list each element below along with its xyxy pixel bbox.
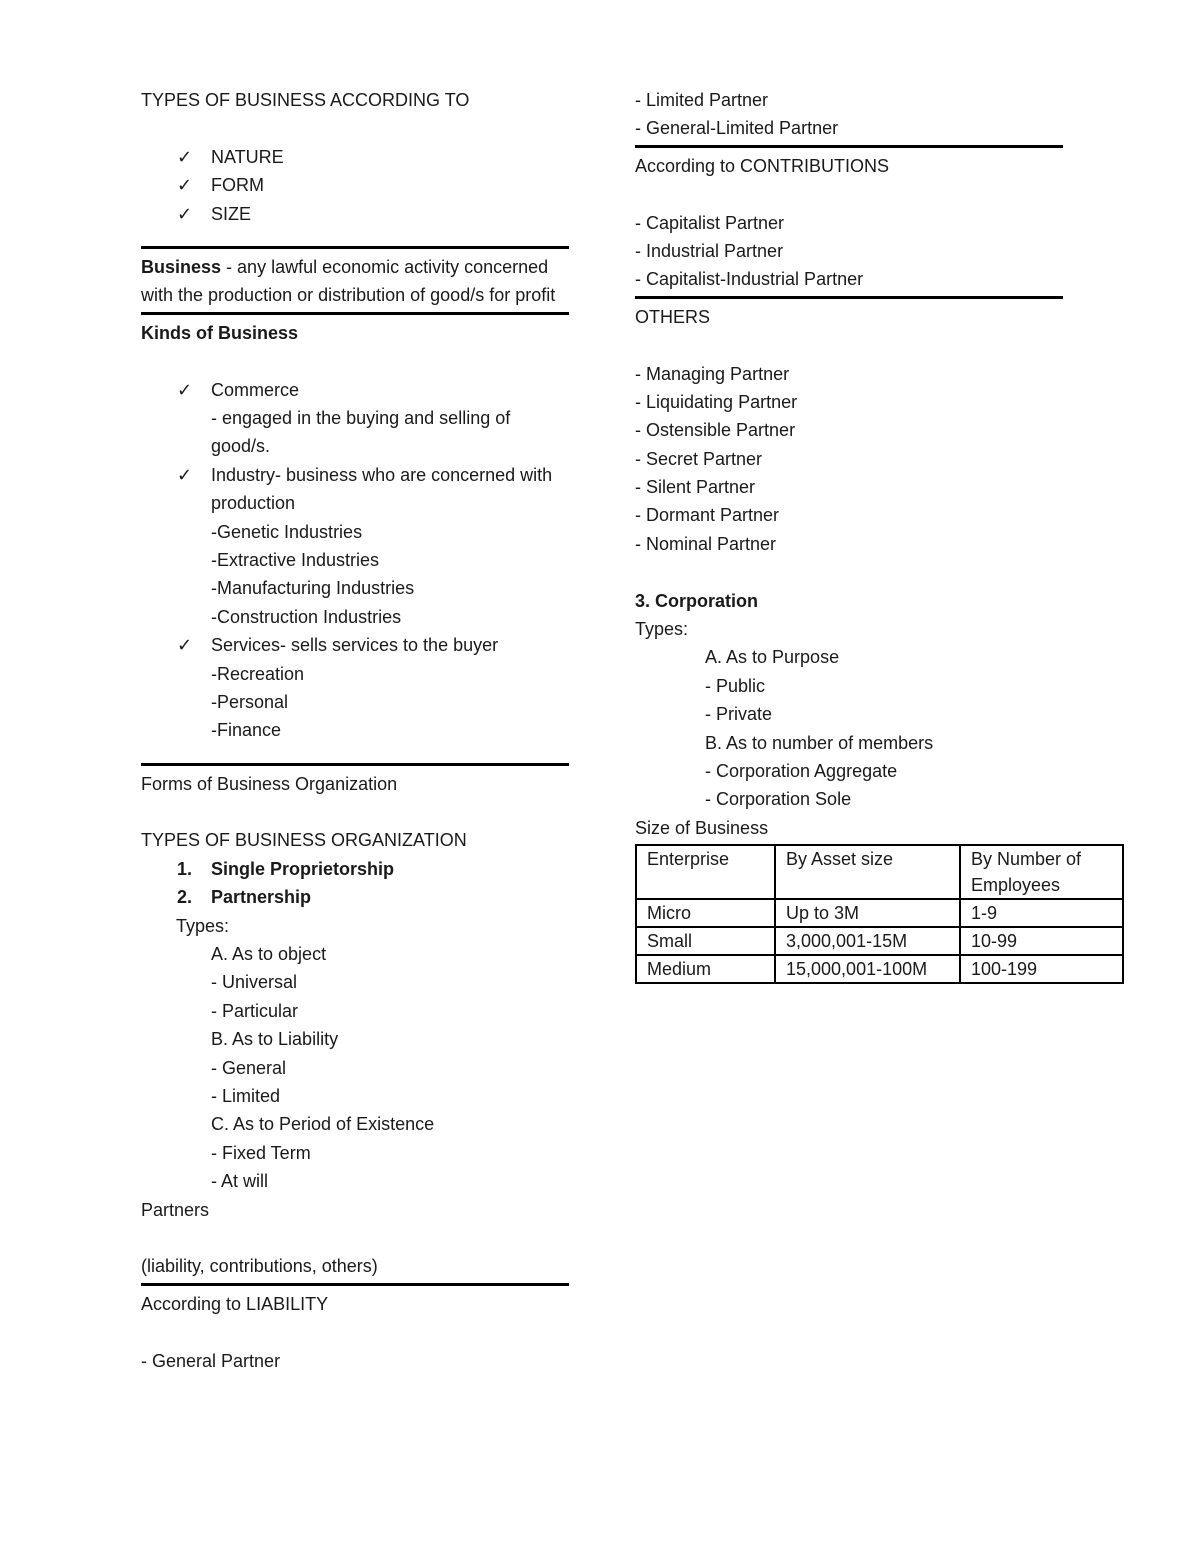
checkmark-icon: ✓ [177,635,193,656]
partnership-type-item: - Fixed Term [211,1142,311,1163]
contributions-item: - Industrial Partner [635,240,784,261]
others-item: - Dormant Partner [635,505,780,526]
partnership-type-item: - At will [211,1171,269,1192]
partners-note: (liability, contributions, others) [141,1256,378,1277]
checkmark-icon: ✓ [177,203,193,224]
others-item: - Nominal Partner [635,533,777,554]
table-cell: 1-9 [960,899,1123,927]
table-header-cell: By Number of Employees [960,845,1123,899]
checkmark-icon: ✓ [177,146,193,167]
kinds-heading: Kinds of Business [141,322,299,343]
corporation-type-item: - Corporation Sole [705,789,852,810]
forms-heading: Forms of Business Organization [141,773,398,794]
industry-sub-item: -Genetic Industries [211,521,363,542]
check-item-services: ✓ Services- sells services to the buyer [141,631,569,659]
corporation-types-label: Types: [635,619,689,640]
org-item-partnership: 2. Partnership [177,887,312,908]
others-item: - Liquidating Partner [635,391,798,412]
table-cell: Small [636,927,775,955]
size-heading: Size of Business [635,817,769,838]
corporation-type-heading: B. As to number of members [705,732,934,753]
corporation-type-item: - Private [705,704,773,725]
liability-heading: According to LIABILITY [141,1293,329,1314]
section-divider [141,246,569,249]
corporation-type-heading: A. As to Purpose [705,647,840,668]
right-column [635,86,1125,984]
types-label: Types: [176,915,230,936]
checkmark-icon: ✓ [177,175,193,196]
checkmark-icon: ✓ [177,379,193,400]
industry-sub-item: -Construction Industries [211,606,402,627]
table-cell: Micro [636,899,775,927]
liability-item: - Limited Partner [635,90,769,110]
section-divider [141,1283,569,1286]
size-of-business-table [635,844,1124,984]
partnership-type-heading: C. As to Period of Existence [211,1114,435,1135]
left-column [141,86,569,1375]
contributions-item: - Capitalist Partner [635,212,785,233]
services-sub-item: -Finance [211,720,282,741]
partnership-type-item: - Universal [211,972,298,993]
section-divider [141,763,569,766]
others-item: - Ostensible Partner [635,420,796,441]
corporation-heading: 3. Corporation [635,590,759,611]
table-header-cell: By Asset size [775,845,960,899]
table-row [636,955,1123,983]
partnership-type-item: - General [211,1057,287,1078]
table-cell: 10-99 [960,927,1123,955]
check-item-industry: ✓ Industry- business who are concerned with production [141,461,561,518]
partnership-type-item: - Limited [211,1085,281,1106]
table-cell: 3,000,001-15M [775,927,960,955]
types-org-heading: TYPES OF BUSINESS ORGANIZATION [141,830,467,851]
industry-sub-item: -Manufacturing Industries [211,578,415,599]
contributions-item: - Capitalist-Industrial Partner [635,269,864,290]
business-definition: Business - any lawful economic activity concerned with the production or distribution of good/s for profit [141,256,556,306]
services-sub-item: -Personal [211,691,289,712]
partnership-type-heading: A. As to object [211,944,327,965]
others-heading: OTHERS [635,306,711,327]
partners-label: Partners [141,1199,210,1220]
partnership-type-heading: B. As to Liability [211,1029,339,1050]
table-header-row [636,845,1123,899]
table-header-cell: Enterprise [636,845,775,899]
table-cell: Up to 3M [775,899,960,927]
liability-item: - General Partner [141,1350,281,1371]
industry-sub-item: -Extractive Industries [211,549,380,570]
contributions-heading: According to CONTRIBUTIONS [635,155,890,176]
services-sub-item: -Recreation [211,663,305,684]
check-item-nature: ✓ NATURE [141,143,569,171]
check-item-commerce: ✓ Commerce [141,376,569,404]
section-divider [635,145,1063,148]
others-item: - Silent Partner [635,477,756,498]
partnership-type-item: - Particular [211,1000,299,1021]
liability-item: - General-Limited Partner [635,118,839,139]
commerce-description: - engaged in the buying and selling of good/s. [211,407,511,457]
check-item-form: ✓ FORM [141,171,569,199]
checkmark-icon: ✓ [177,464,193,485]
org-item-single-proprietorship: 1. Single Proprietorship [177,858,395,879]
corporation-type-item: - Public [705,675,766,696]
table-cell: 15,000,001-100M [775,955,960,983]
table-cell: Medium [636,955,775,983]
heading-types-according: TYPES OF BUSINESS ACCORDING TO [141,90,470,110]
corporation-type-item: - Corporation Aggregate [705,760,898,781]
section-divider [635,296,1063,299]
others-item: - Secret Partner [635,448,763,469]
check-item-size: ✓ SIZE [141,200,569,228]
table-row [636,927,1123,955]
section-divider [141,312,569,315]
others-item: - Managing Partner [635,363,790,384]
table-row [636,899,1123,927]
table-cell: 100-199 [960,955,1123,983]
